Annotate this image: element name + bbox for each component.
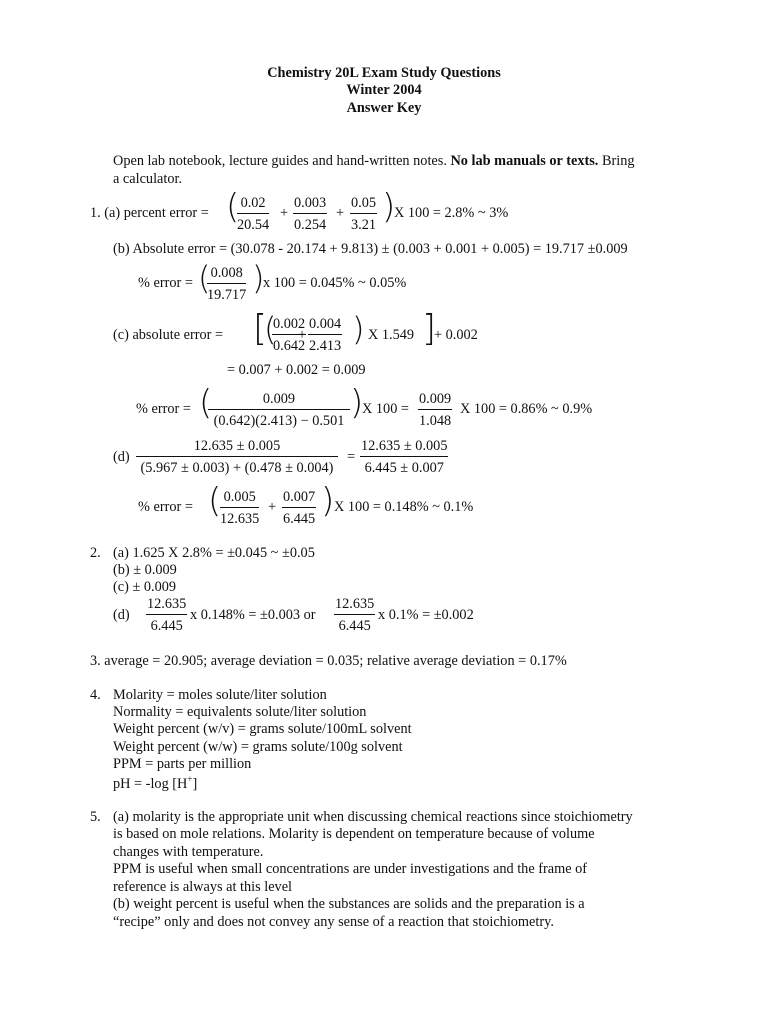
q4-line-normality: Normality = equivalents solute/liter solution [113,704,367,720]
q1d-label: (d) [113,449,130,465]
q5-line-1: (a) molarity is the appropriate unit when discussing chemical reactions since stoichiometry [113,809,633,825]
q1c-fraction-3: 0.009 (0.642)(2.413) − 0.501 [208,392,350,429]
q5-line-4: PPM is useful when small concentrations are under investigations and the frame of [113,861,588,877]
q1a-label: 1. (a) percent error = [90,205,209,221]
term-label: Winter 2004 [346,82,422,98]
q1c-open-paren-2: ( [199,383,213,423]
q1c-mult: X 1.549 [368,327,415,343]
q2b-line: (b) ± 0.009 [113,562,177,578]
q1c-fraction-2: 0.004 2.413 [309,316,342,355]
q4-line-molarity: Molarity = moles solute/liter solution [113,687,327,703]
q5-line-6: (b) weight percent is useful when the substances are solids and the preparation is a [113,896,585,912]
q1d-open-paren: ( [208,481,222,521]
q2d-text-1: x 0.148% = ±0.003 or [190,607,316,623]
q1a-close-paren: ) [382,187,396,227]
intro-tail: Bring [601,153,635,169]
q2c-line: (c) ± 0.009 [113,579,177,595]
q1c-plus: + [298,327,307,343]
q1a-fraction-3: 0.05 3.21 [351,195,377,234]
q1c-label: (c) absolute error = [113,327,224,343]
q1d-equals: = [347,449,356,465]
q1d-fraction-1: 12.635 ± 0.005 (5.967 ± 0.003) + (0.478 ± 0.004) [136,439,338,476]
intro-line-2: a calculator. [113,171,183,187]
q1a-plus-2: + [336,205,345,221]
q1c-mid: X 100 = [362,401,409,417]
q1a-fraction-1: 0.02 20.54 [237,195,270,234]
q4-line-ww: Weight percent (w/w) = grams solute/100g solvent [113,739,403,755]
intro-bold: No lab manuals or texts. [450,153,599,169]
q1d-plus: + [268,499,277,515]
intro-text: Open lab notebook, lecture guides and hand-written notes. [113,153,447,169]
q5-line-2: is based on mole relations. Molarity is dependent on temperature because of volume [113,826,595,842]
q2d-fraction-1: 12.635 6.445 [147,596,187,635]
q3-line: 3. average = 20.905; average deviation = 0.035; relative average deviation = 0.17% [90,653,567,669]
q1c-line-2: = 0.007 + 0.002 = 0.009 [227,362,366,378]
q1b-result: x 100 = 0.045% ~ 0.05% [263,275,407,291]
q1c-result: X 100 = 0.86% ~ 0.9% [460,401,593,417]
intro-line-1 [113,154,635,168]
q5-line-5: reference is always at this level [113,879,293,895]
page-title: Chemistry 20L Exam Study Questions [267,65,501,81]
q1c-open-paren: ( [264,310,277,348]
q5-line-7: “recipe” only and does not convey any sense of a reaction that stoichiometry. [113,914,554,930]
q4-number: 4. [90,687,101,703]
q1b-open-paren: ( [198,259,211,297]
q1b-line: (b) Absolute error = (30.078 - 20.174 + 9.813) ± (0.003 + 0.001 + 0.005) = 19.717 ±0.009 [113,241,628,257]
answer-key-label: Answer Key [346,100,422,116]
q5-number: 5. [90,809,101,825]
q1d-fraction-3: 0.005 12.635 [220,489,260,528]
q1c-tail: + 0.002 [434,327,478,343]
q1a-plus-1: + [280,205,289,221]
q1b-close-paren: ) [252,259,265,297]
q2a-line: (a) 1.625 X 2.8% = ±0.045 ~ ±0.05 [113,545,315,561]
q1d-result: X 100 = 0.148% ~ 0.1% [334,499,474,515]
q1c-close-paren-2: ) [350,383,364,423]
q1d-fraction-2: 12.635 ± 0.005 6.445 ± 0.007 [361,438,448,477]
q1c-close-bracket: ] [422,308,437,349]
q2d-text-2: x 0.1% = ±0.002 [378,607,474,623]
q1c-pct-label: % error = [136,401,191,417]
q4-line-ppm: PPM = parts per million [113,756,252,772]
q4-line-ph: pH = -log [H+] [113,774,198,792]
q1d-pct-label: % error = [138,499,193,515]
q1d-fraction-4: 0.007 6.445 [283,489,316,528]
q2d-fraction-2: 12.635 6.445 [335,596,375,635]
q5-line-3: changes with temperature. [113,844,264,860]
q1c-fraction-4: 0.009 1.048 [419,391,452,430]
q4-line-wv: Weight percent (w/v) = grams solute/100mL solvent [113,721,412,737]
q1b-fraction: 0.008 19.717 [207,265,247,304]
q1c-open-bracket: [ [253,308,268,349]
q1c-fraction-1: 0.002 0.642 [273,316,306,355]
q1d-close-paren: ) [321,481,335,521]
q1a-result: X 100 = 2.8% ~ 3% [394,205,509,221]
q1b-pct-label: % error = [138,275,193,291]
q1a-fraction-2: 0.003 0.254 [294,195,327,234]
q2d-label: (d) [113,607,130,623]
q1c-close-paren: ) [352,310,365,348]
q1a-open-paren: ( [226,187,240,227]
q2-number: 2. [90,545,101,561]
